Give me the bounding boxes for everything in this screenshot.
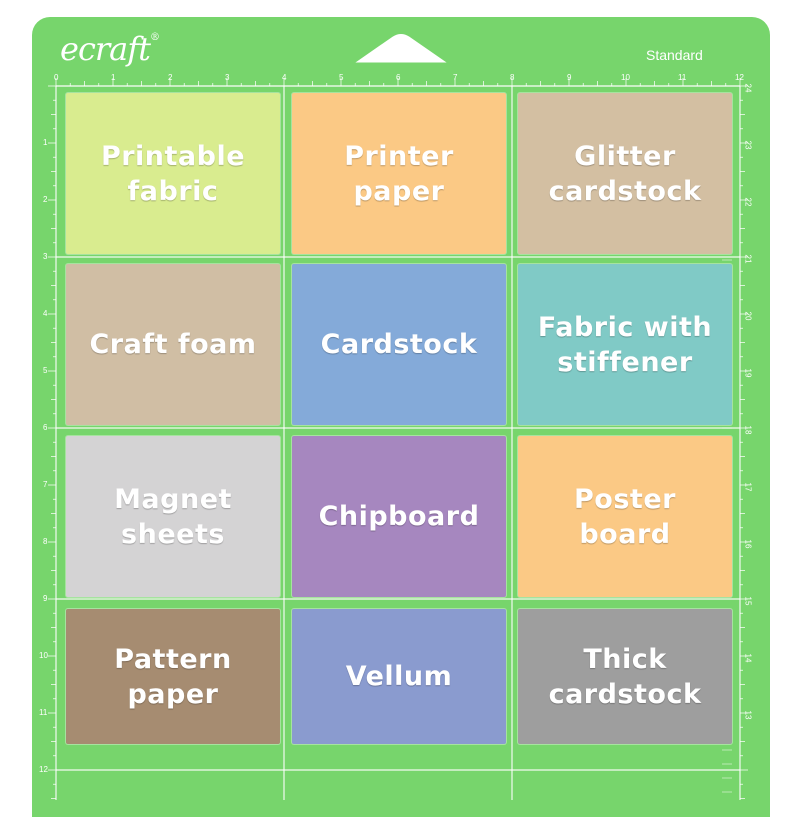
material-tile-label: Magnet sheets	[114, 483, 232, 550]
ruler-left-label: 11	[39, 708, 48, 717]
ruler-left-label: 2	[43, 195, 48, 204]
material-tile	[66, 609, 280, 744]
ruler-left-label: 5	[43, 366, 48, 375]
material-tile	[66, 93, 280, 254]
ruler-top-label: 3	[225, 73, 230, 82]
material-tile-label: Chipboard	[318, 501, 480, 532]
material-tile-label: Craft foam	[89, 329, 257, 360]
mat-type-label: Standard	[646, 47, 703, 63]
material-tile-label: Pattern paper	[114, 643, 232, 710]
material-tile	[292, 93, 506, 254]
ruler-right-label: 14	[743, 653, 753, 663]
material-tile-label: Vellum	[345, 661, 453, 692]
material-tile-label: Printable fabric	[100, 140, 246, 207]
ruler-top-label: 0	[54, 73, 59, 82]
brand-name: craft	[77, 30, 150, 68]
ruler-top-label: 2	[168, 73, 173, 82]
ruler-left-label: 3	[43, 252, 48, 261]
ruler-right-label: 17	[743, 482, 753, 492]
mat-tab-notch	[355, 33, 447, 63]
ruler-right-label: 20	[743, 311, 753, 321]
ruler-right-label: 16	[743, 539, 753, 549]
material-tile-label: Thick cardstock	[548, 643, 702, 710]
ruler-top-label: 1	[111, 73, 116, 82]
ruler-top-label: 8	[510, 73, 515, 82]
ruler-right-label: 15	[743, 596, 753, 606]
ruler-right-label: 13	[743, 710, 753, 720]
material-tile-label: Glitter cardstock	[548, 140, 702, 207]
ruler-left-label: 1	[43, 138, 48, 147]
ruler-left-label: 9	[43, 594, 48, 603]
material-tile	[518, 93, 732, 254]
ruler-left-label: 12	[39, 765, 48, 774]
registered-mark: ®	[149, 32, 159, 43]
material-tile-label: Poster board	[574, 483, 676, 550]
material-tile	[518, 264, 732, 425]
brand-initial: e	[60, 30, 78, 68]
ruler-right-label: 19	[743, 368, 753, 378]
material-tile	[66, 436, 280, 597]
ruler-top-label: 12	[735, 73, 744, 82]
material-tile	[518, 436, 732, 597]
ruler-left-label: 7	[43, 480, 48, 489]
ruler-top-label: 10	[621, 73, 630, 82]
material-tile	[518, 609, 732, 744]
ruler-top-label: 9	[567, 73, 572, 82]
ruler-top-label: 11	[678, 73, 687, 82]
ruler-right-label: 22	[743, 197, 753, 207]
ruler-left-label: 4	[43, 309, 48, 318]
ruler-top-label: 6	[396, 73, 401, 82]
ruler-right-label: 24	[743, 83, 753, 93]
ruler-left-label: 6	[43, 423, 48, 432]
material-tile-label: Printer paper	[344, 140, 454, 207]
ruler-right-label: 23	[743, 140, 753, 150]
ruler-top-label: 5	[339, 73, 344, 82]
material-tile-label: Fabric with stiffener	[537, 311, 713, 378]
material-tile-label: Cardstock	[320, 329, 478, 360]
ruler-top-label: 7	[453, 73, 458, 82]
material-tile	[66, 264, 280, 425]
ruler-top-label: 4	[282, 73, 287, 82]
material-tile	[292, 609, 506, 744]
ruler-right-label: 21	[743, 254, 753, 264]
ruler-left-label: 10	[39, 651, 48, 660]
brand-logo	[60, 30, 159, 68]
material-tile	[292, 436, 506, 597]
material-tile	[292, 264, 506, 425]
ruler-left-label: 8	[43, 537, 48, 546]
ruler-right-label: 18	[743, 425, 753, 435]
